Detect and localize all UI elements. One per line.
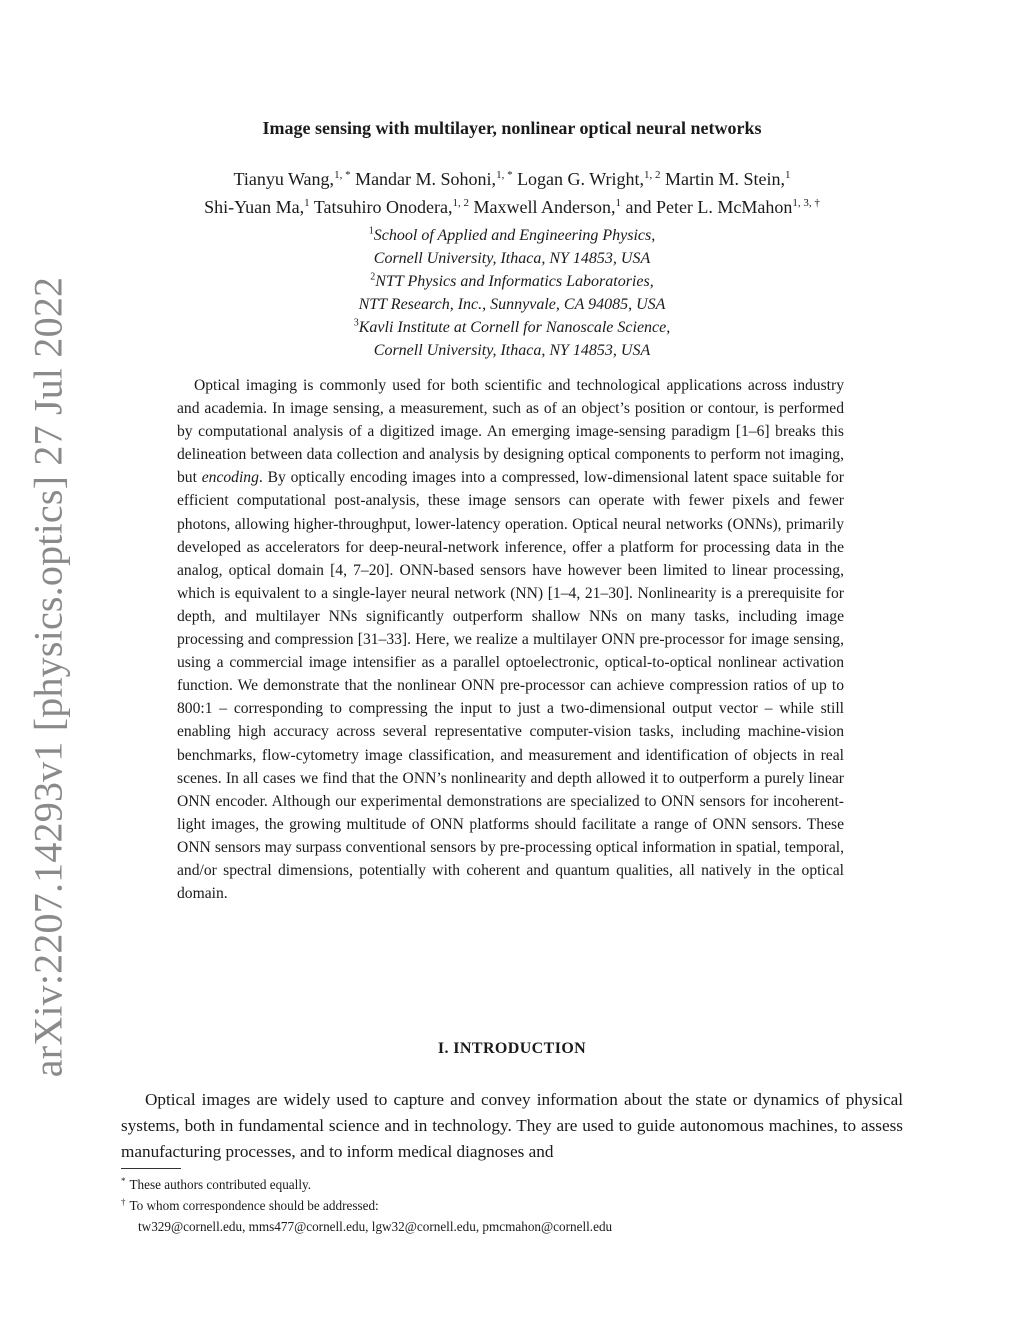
footnote-text: These authors contributed equally. [129, 1177, 312, 1192]
author-name: Tianyu Wang, [233, 169, 335, 189]
affiliation-line [110, 270, 914, 293]
footnote-correspondence [121, 1195, 903, 1216]
affiliation-line [110, 316, 914, 339]
author-line-1 [110, 165, 914, 193]
affiliation-text: NTT Physics and Informatics Laboratories, [375, 273, 654, 290]
author-affiliation-marker: 1, 3, † [792, 197, 820, 209]
introduction-paragraph: Optical images are widely used to capture and convey information about the state or dynamics of physical systems, both in fundamental science and in technology. They are used to guide autonomous machines, to assess manufacturing processes, and to inform medical diagnoses and [121, 1090, 903, 1161]
affiliation-marker: 2 [370, 271, 376, 283]
author-name: Tatsuhiro Onodera, [313, 197, 453, 217]
affiliation-text: Kavli Institute at Cornell for Nanoscale Science, [358, 319, 671, 336]
abstract-text-continued: . By optically encoding images into a compressed, low-dimensional latent space suitable for efficient computational post-analysis, these image sensors can operate with fewer pixels and fewer photons, allowing higher-throughput, lower-latency operation. Optical neural networks (ONNs), primarily developed as accelerators for deep-neural-network inference, offer a platform for processing data in the analog, optical domain [4, 7–20]. ONN-based sensors have however been limited to linear processing, which is equivalent to a single-layer neural network (NN) [1–4, 21–30]. Nonlinearity is a prerequisite for depth, and multilayer NNs significantly outperform shallow NNs on many tasks, including image processing and compression [31–33]. Here, we realize a multilayer ONN pre-processor for image sensing, using a commercial image intensifier as a parallel optoelectronic, optical-to-optical nonlinear activation function. We demonstrate that the nonlinear ONN pre-processor can achieve compression ratios of up to 800:1 – corresponding to compressing the input to just a two-dimensional output vector – while still enabling high accuracy across several representative computer-vision tasks, including machine-vision benchmarks, flow-cytometry image classification, and measurement and identification of objects in real scenes. In all cases we find that the ONN’s nonlinearity and depth allowed it to outperform a purely linear ONN encoder. Although our experimental demonstrations are specialized to ONN sensors for incoherent-light images, the growing multitude of ONN platforms should facilitate a range of ONN sensors. These ONN sensors may surpass conventional sensors by pre-processing optical information in spatial, temporal, and/or spectral dimensions, potentially with coherent and quantum qualities, all natively in the optical domain. [177, 469, 844, 903]
abstract-emphasis: encoding [201, 469, 259, 487]
paper-title: Image sensing with multilayer, nonlinear optical neural networks [262, 118, 762, 138]
author-name: and Peter L. McMahon [625, 197, 793, 217]
author-name: Shi-Yuan Ma, [204, 197, 305, 217]
affiliation-text: Cornell University, Ithaca, NY 14853, USA [373, 250, 651, 267]
author-name: Logan G. Wright, [517, 169, 644, 189]
author-name: Mandar M. Sohoni, [355, 169, 497, 189]
affiliation-marker: 1 [368, 225, 374, 237]
correspondence-emails: tw329@cornell.edu, mms477@cornell.edu, lgw32@cornell.edu, pmcmahon@cornell.edu [138, 1219, 613, 1234]
affiliation-line [110, 339, 914, 362]
author-affiliation-marker: 1, * [334, 169, 351, 181]
affiliation-marker: 3 [353, 317, 359, 329]
author-affiliation-marker: 1 [785, 169, 791, 181]
footnote-marker: † [121, 1196, 126, 1207]
affiliation-line [110, 247, 914, 270]
footnote-equal-contribution [121, 1174, 903, 1195]
footnote-divider [121, 1168, 181, 1169]
author-affiliation-marker: 1, 2 [452, 197, 469, 209]
author-list [110, 165, 914, 221]
affiliation-list [110, 224, 914, 362]
affiliation-text: School of Applied and Engineering Physics, [373, 227, 656, 244]
affiliation-line [110, 224, 914, 247]
abstract [177, 374, 844, 905]
footnote-marker: * [121, 1175, 126, 1186]
arxiv-identifier-stamp: arXiv:2207.14293v1 [physics.optics] 27 Jul 2022 [25, 276, 71, 1078]
footnote-text: To whom correspondence should be addressed: [129, 1198, 379, 1213]
author-affiliation-marker: 1, * [496, 169, 513, 181]
author-name: Martin M. Stein, [665, 169, 785, 189]
affiliation-text: NTT Research, Inc., Sunnyvale, CA 94085, USA [358, 296, 666, 313]
author-line-2 [110, 193, 914, 221]
abstract-text: Optical imaging is commonly used for both scientific and technological applications across industry and academia. In image sensing, a measurement, such as of an object’s position or contour, is performed by computational analysis of a digitized image. An emerging image-sensing paradigm [1–6] breaks this delineation between data collection and analysis by designing optical components to perform not imaging, but [177, 377, 844, 487]
affiliation-text: Cornell University, Ithaca, NY 14853, USA [373, 342, 651, 359]
author-affiliation-marker: 1 [304, 197, 310, 209]
author-name: Maxwell Anderson, [473, 197, 616, 217]
affiliation-line [110, 293, 914, 316]
section-heading-introduction: I. INTRODUCTION [437, 1040, 587, 1057]
author-affiliation-marker: 1, 2 [644, 169, 661, 181]
author-affiliation-marker: 1 [615, 197, 621, 209]
footnotes [121, 1174, 903, 1237]
